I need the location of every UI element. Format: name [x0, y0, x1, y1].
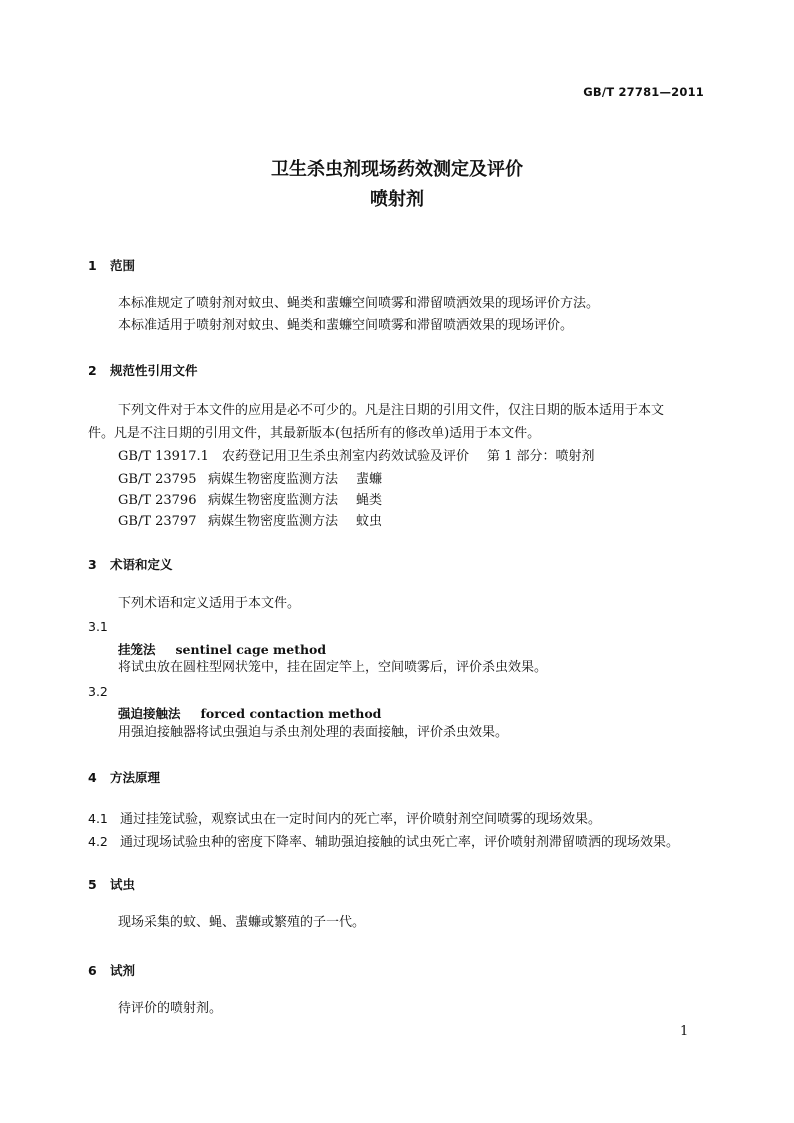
- section-2-heading: [88, 361, 198, 379]
- paragraph: 待评价的喷射剂。: [118, 1001, 223, 1016]
- reference-title: 病媒生物密度监测方法: [208, 514, 339, 529]
- page-number: 1: [680, 1024, 689, 1039]
- reference-code: GB/T 23797: [118, 514, 197, 529]
- section-title: 试剂: [110, 963, 136, 978]
- standard-number: GB/T 27781—2011: [583, 85, 704, 99]
- paragraph-continuation: 件。凡是不注日期的引用文件，其最新版本(包括所有的修改单)适用于本文件。: [88, 426, 541, 441]
- paragraph: 现场采集的蚊、蝇、蜚蠊或繁殖的子一代。: [118, 915, 366, 930]
- section-number: 5: [88, 877, 97, 892]
- term-entry: [118, 704, 381, 722]
- term-definition: 用强迫接触器将试虫强迫与杀虫剂处理的表面接触，评价杀虫效果。: [118, 725, 509, 740]
- clause: [88, 808, 601, 827]
- clause-text: 通过现场试验虫种的密度下降率、辅助强迫接触的试虫死亡率，评价喷射剂滞留喷洒的现场效果。: [120, 835, 680, 850]
- reference-code: GB/T 23795: [118, 472, 197, 487]
- document-title: 卫生杀虫剂现场药效测定及评价: [271, 159, 523, 180]
- section-1-heading: [88, 256, 135, 274]
- reference-code: GB/T 23796: [118, 493, 197, 508]
- term-number: 3.1: [88, 619, 108, 634]
- reference-title: 农药登记用卫生杀虫剂室内药效试验及评价: [222, 449, 470, 464]
- paragraph: 下列文件对于本文件的应用是必不可少的。凡是注日期的引用文件，仅注日期的版本适用于本文: [118, 403, 665, 418]
- normative-reference: [118, 445, 595, 464]
- section-number: 4: [88, 770, 97, 785]
- paragraph: 本标准规定了喷射剂对蚊虫、蝇类和蜚蠊空间喷雾和滞留喷洒效果的现场评价方法。: [118, 296, 600, 311]
- section-title: 规范性引用文件: [110, 363, 198, 378]
- normative-reference: [118, 468, 382, 487]
- section-number: 6: [88, 963, 97, 978]
- term-chinese: 挂笼法: [118, 642, 156, 657]
- section-title: 范围: [110, 258, 136, 273]
- reference-part: 第 1 部分：喷射剂: [487, 449, 595, 464]
- clause: [88, 831, 679, 850]
- term-english: forced contaction method: [200, 706, 382, 721]
- reference-title: 病媒生物密度监测方法: [208, 472, 339, 487]
- clause-text: 通过挂笼试验，观察试虫在一定时间内的死亡率，评价喷射剂空间喷雾的现场效果。: [120, 812, 602, 827]
- reference-part: 蚊虫: [356, 514, 383, 529]
- clause-number: 4.2: [88, 834, 108, 849]
- document-subtitle: 喷射剂: [370, 189, 424, 210]
- section-5-heading: [88, 875, 135, 893]
- term-chinese: 强迫接触法: [118, 706, 181, 721]
- reference-part: 蜚蠊: [356, 472, 383, 487]
- reference-code: GB/T 13917.1: [118, 449, 209, 464]
- term-entry: [118, 640, 326, 658]
- section-number: 3: [88, 557, 97, 572]
- term-english: sentinel cage method: [175, 642, 327, 657]
- section-number: 2: [88, 363, 97, 378]
- normative-reference: [118, 489, 382, 508]
- reference-title: 病媒生物密度监测方法: [208, 493, 339, 508]
- term-number: 3.2: [88, 684, 108, 699]
- reference-part: 蝇类: [356, 493, 383, 508]
- normative-reference: [118, 510, 382, 529]
- section-number: 1: [88, 258, 97, 273]
- paragraph: 下列术语和定义适用于本文件。: [118, 596, 301, 611]
- section-title: 术语和定义: [110, 557, 173, 572]
- section-title: 试虫: [110, 877, 136, 892]
- clause-number: 4.1: [88, 811, 108, 826]
- section-4-heading: [88, 768, 160, 786]
- term-definition: 将试虫放在圆柱型网状笼中，挂在固定竿上，空间喷雾后，评价杀虫效果。: [118, 660, 548, 675]
- section-6-heading: [88, 961, 135, 979]
- section-3-heading: [88, 555, 173, 573]
- section-title: 方法原理: [110, 770, 161, 785]
- paragraph: 本标准适用于喷射剂对蚊虫、蝇类和蜚蠊空间喷雾和滞留喷洒效果的现场评价。: [118, 318, 574, 333]
